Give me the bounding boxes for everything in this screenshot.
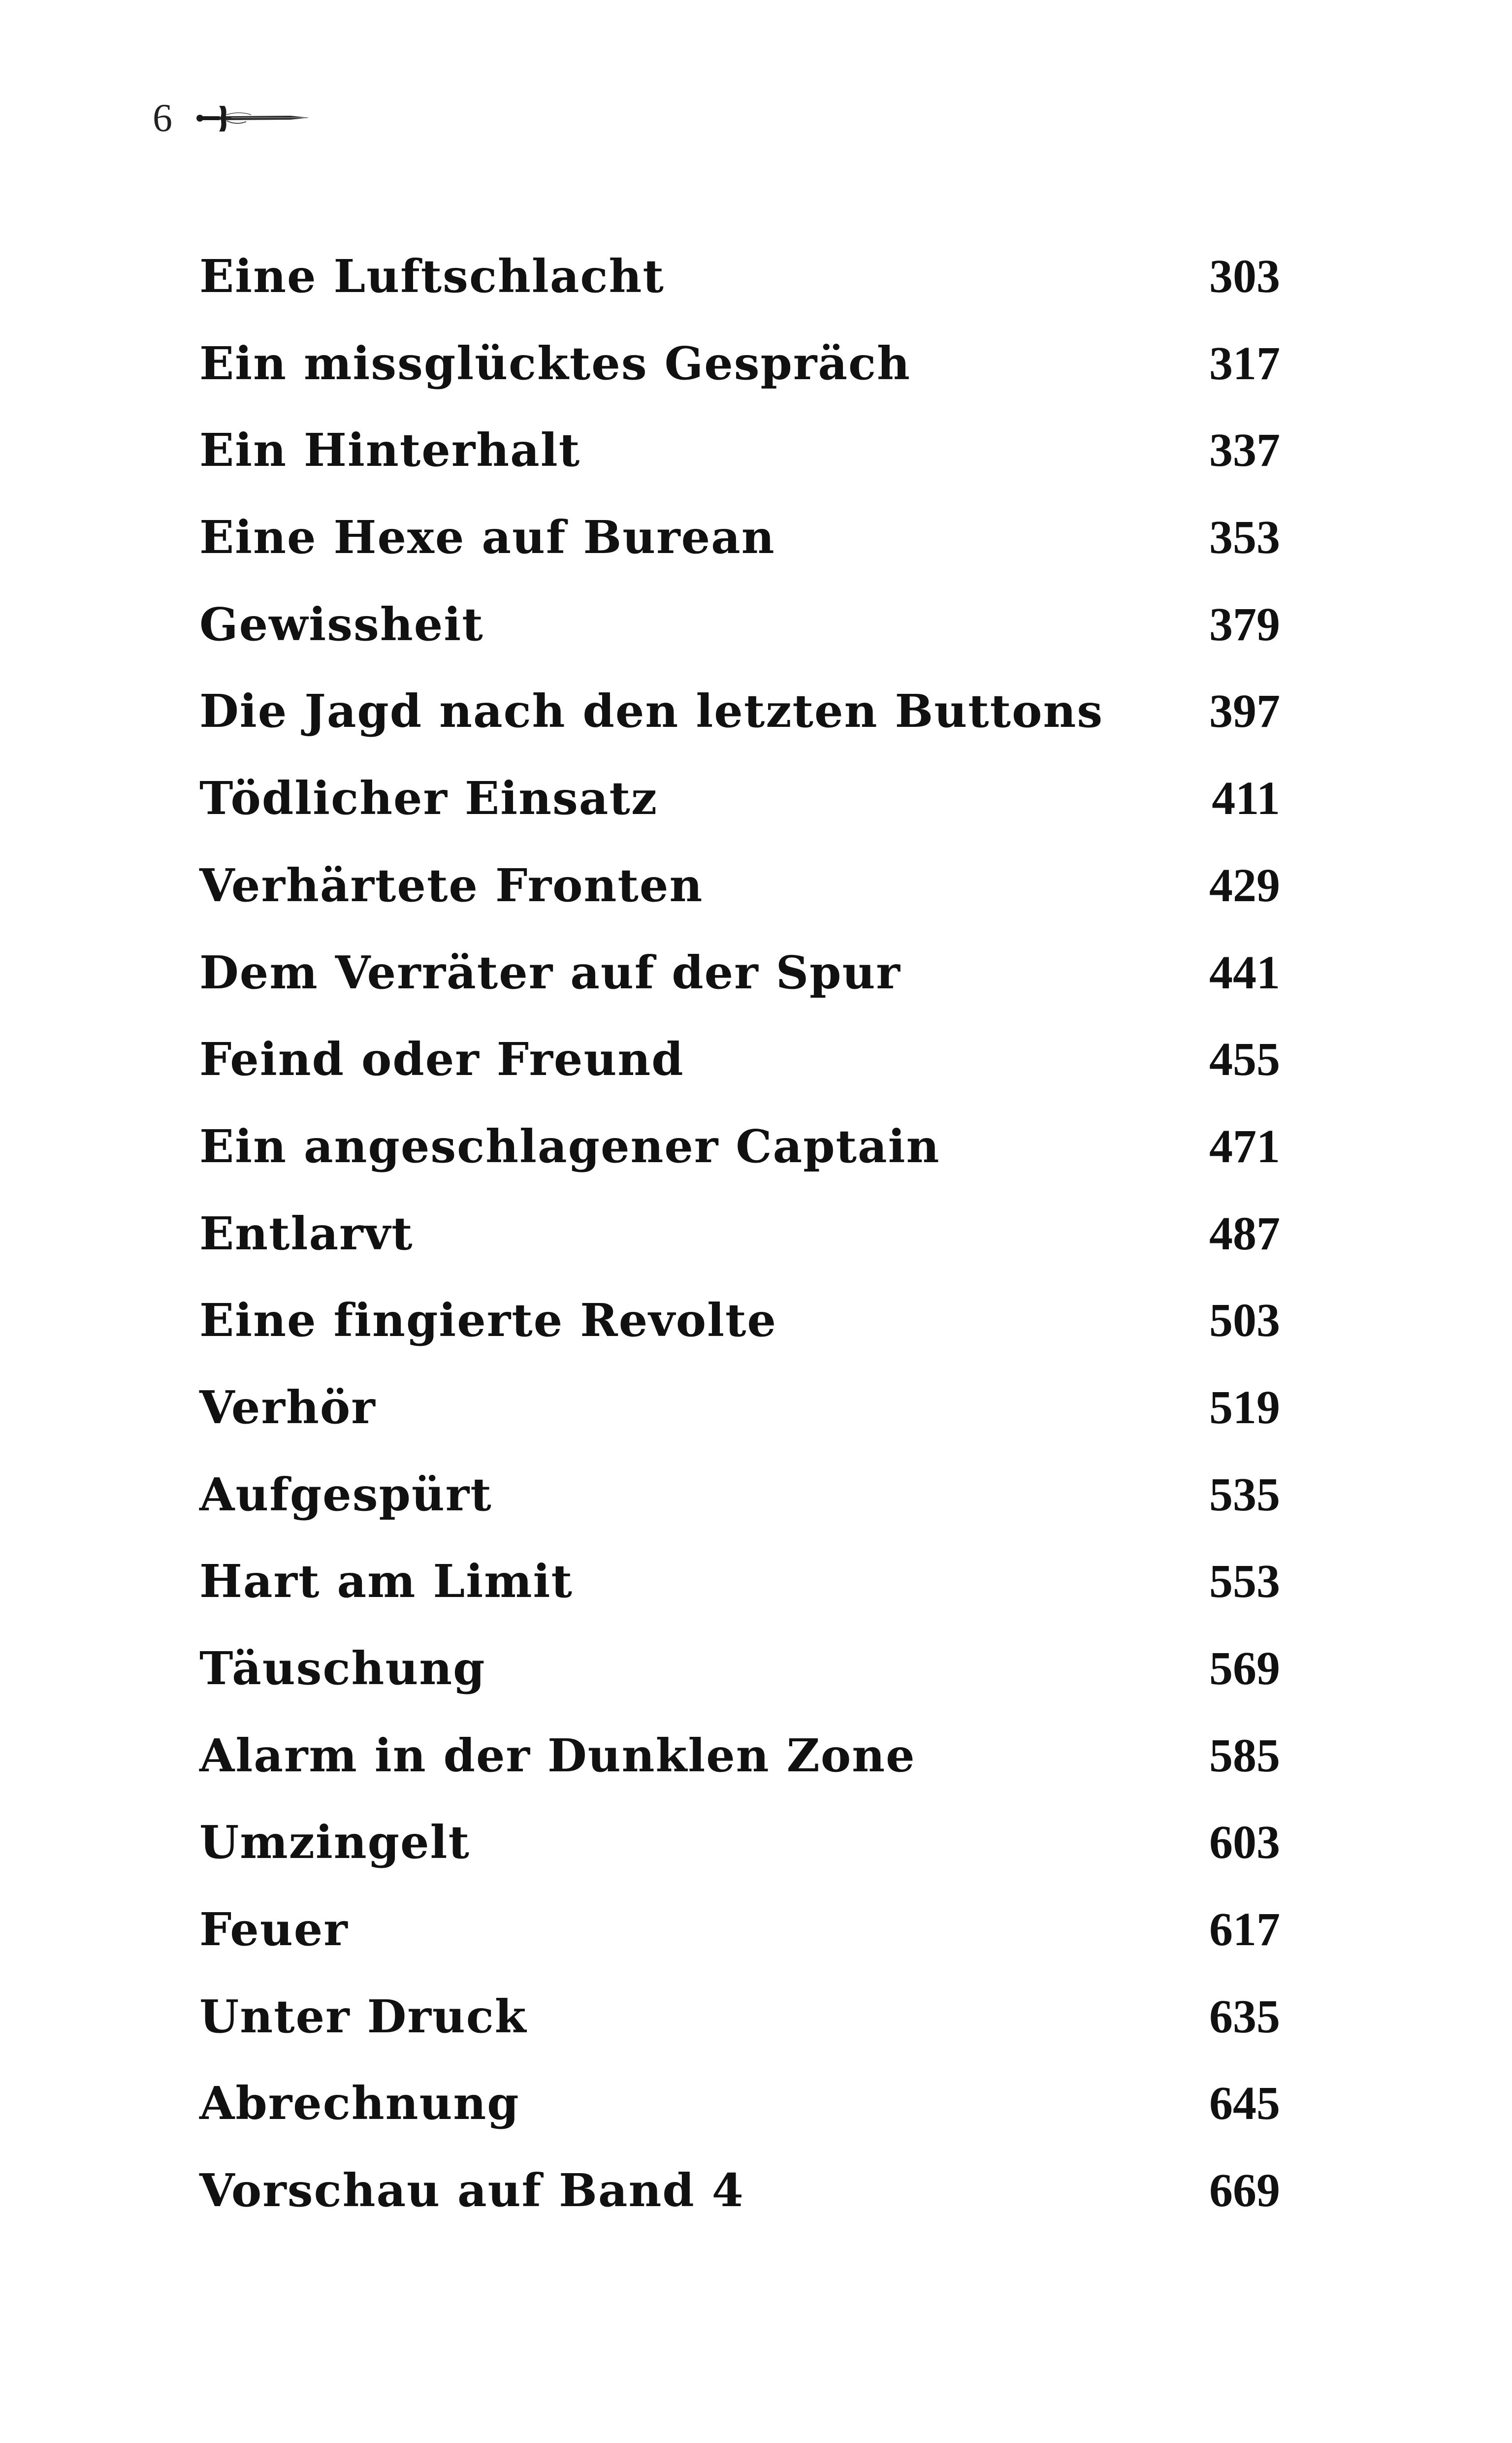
- toc-entry: [199, 2163, 1280, 2250]
- toc-entry-page-number: 603: [1209, 1816, 1280, 1869]
- toc-entry: [199, 510, 1280, 597]
- toc-entry: [199, 597, 1280, 684]
- toc-entry-title: Alarm in der Dunklen Zone: [199, 1728, 916, 1782]
- toc-entry-page-number: 519: [1209, 1380, 1280, 1433]
- toc-entry-title: Eine Luftschlacht: [199, 250, 665, 303]
- toc-entry-page-number: 303: [1209, 250, 1280, 302]
- toc-entry-page-number: 503: [1209, 1294, 1280, 1347]
- toc-entry-page-number: 337: [1209, 423, 1280, 477]
- toc-entry-page-number: 379: [1209, 597, 1280, 651]
- toc-entry-page-number: 353: [1209, 511, 1280, 564]
- table-of-contents: [199, 249, 1280, 2250]
- toc-entry-title: Hart am Limit: [199, 1555, 573, 1608]
- toc-entry-title: Verhör: [199, 1380, 376, 1434]
- toc-entry: [199, 1380, 1280, 1467]
- toc-entry-title: Ein angeschlagener Captain: [199, 1119, 940, 1173]
- toc-entry-page-number: 317: [1209, 336, 1280, 390]
- toc-entry: [199, 1119, 1280, 1206]
- toc-entry: [199, 1032, 1280, 1119]
- toc-entry-page-number: 455: [1209, 1033, 1280, 1086]
- toc-entry-page-number: 669: [1209, 2164, 1280, 2217]
- toc-entry-title: Eine Hexe auf Burean: [199, 511, 775, 564]
- toc-entry-page-number: 441: [1209, 945, 1280, 999]
- toc-entry: [199, 423, 1280, 510]
- toc-entry-page-number: 411: [1212, 772, 1280, 825]
- toc-entry-title: Unter Druck: [199, 1989, 527, 2043]
- toc-entry-page-number: 617: [1209, 1903, 1280, 1956]
- toc-entry-page-number: 535: [1209, 1467, 1280, 1521]
- toc-entry-title: Gewissheit: [199, 597, 484, 651]
- toc-entry-title: Aufgespürt: [199, 1467, 492, 1521]
- toc-entry-title: Feind oder Freund: [199, 1033, 684, 1086]
- toc-entry: [199, 945, 1280, 1032]
- toc-entry-page-number: 553: [1209, 1555, 1280, 1608]
- toc-entry: [199, 1815, 1280, 1902]
- toc-entry: [199, 1206, 1280, 1293]
- page-header: [153, 91, 310, 145]
- toc-entry-page-number: 645: [1209, 2077, 1280, 2130]
- toc-entry-title: Eine fingierte Revolte: [199, 1294, 777, 1347]
- toc-entry: [199, 1728, 1280, 1815]
- sword-ornament-icon: [192, 96, 310, 140]
- toc-entry-page-number: 397: [1209, 684, 1280, 738]
- toc-entry: [199, 249, 1280, 336]
- toc-entry-title: Täuschung: [199, 1642, 486, 1695]
- toc-entry-title: Ein Hinterhalt: [199, 423, 581, 477]
- toc-entry-title: Dem Verräter auf der Spur: [199, 945, 901, 999]
- toc-entry: [199, 684, 1280, 771]
- page-number: 6: [153, 97, 172, 140]
- toc-entry-page-number: 487: [1209, 1206, 1280, 1260]
- toc-entry-page-number: 585: [1209, 1728, 1280, 1782]
- toc-entry: [199, 1989, 1280, 2076]
- toc-entry-page-number: 471: [1209, 1119, 1280, 1173]
- toc-entry: [199, 1641, 1280, 1728]
- toc-entry: [199, 336, 1280, 423]
- toc-entry: [199, 1467, 1280, 1554]
- toc-entry-title: Ein missglücktes Gespräch: [199, 336, 911, 390]
- toc-entry-title: Abrechnung: [199, 2077, 520, 2130]
- toc-entry-title: Entlarvt: [199, 1206, 414, 1260]
- toc-entry: [199, 771, 1280, 858]
- toc-entry: [199, 1554, 1280, 1641]
- toc-entry: [199, 1902, 1280, 1989]
- toc-entry-title: Umzingelt: [199, 1816, 470, 1869]
- toc-entry-title: Vorschau auf Band 4: [199, 2164, 744, 2217]
- toc-entry-page-number: 429: [1209, 858, 1280, 912]
- toc-entry-title: Feuer: [199, 1903, 349, 1956]
- toc-entry-title: Verhärtete Fronten: [199, 858, 704, 912]
- toc-entry: [199, 2076, 1280, 2163]
- toc-entry: [199, 1293, 1280, 1380]
- toc-entry: [199, 858, 1280, 945]
- toc-entry-page-number: 569: [1209, 1642, 1280, 1694]
- toc-entry-title: Tödlicher Einsatz: [199, 772, 658, 825]
- toc-entry-page-number: 635: [1209, 1989, 1280, 2043]
- toc-entry-title: Die Jagd nach den letzten Buttons: [199, 684, 1104, 738]
